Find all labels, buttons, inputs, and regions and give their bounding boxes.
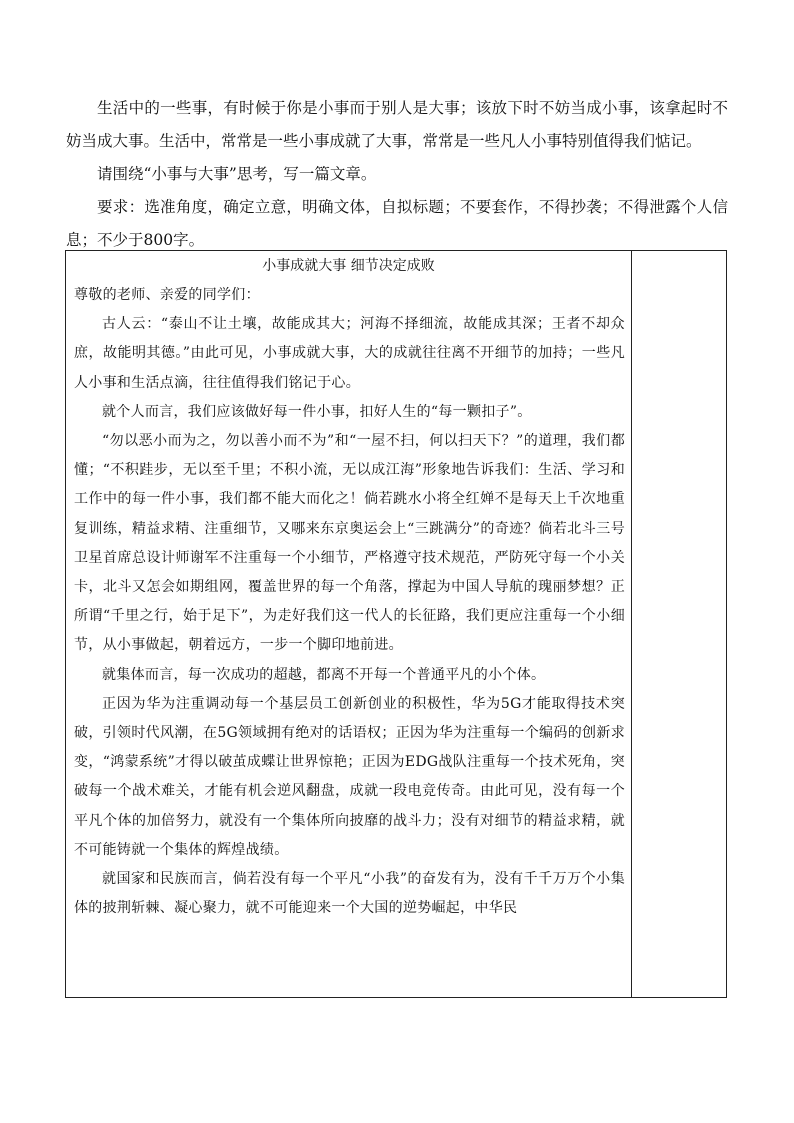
- essay-paragraph: 就国家和民族而言，倘若没有每一个平凡“小我”的奋发有为，没有千千万万个小集体的披荆斩棘、凝心聚力，就不可能迎来一个大国的逆势崛起，中华民: [74, 871, 625, 917]
- prompt-paragraph-1: 生活中的一些事，有时候于你是小事而于别人是大事；该放下时不妨当成小事，该拿起时不妨当成大事。生活中，常常是一些小事成就了大事，常常是一些凡人小事特别值得我们惦记。: [66, 99, 728, 150]
- essay-paragraph: 古人云：“泰山不让土壤，故能成其大；河海不择细流，故能成其深；王者不却众庶，故能明其德。”由此可见，小事成就大事，大的成就往往离不开细节的加持；一些凡人小事和生活点滴，往往值得我们铭记于心。: [74, 316, 625, 391]
- essay-table: [65, 250, 727, 998]
- essay-paragraph: 正因为华为注重调动每一个基层员工创新创业的积极性，华为5G才能取得技术突破，引领时代风潮，在5G领域拥有绝对的话语权；正因为华为注重每一个编码的创新求变，“鸿蒙系统”才得以破茧成蝶让世界惊艳；正因为EDG战队注重每一个技术死角，突破每一个战术难关，才能有机会逆风翻盘，成就一段电竞传奇。由此可见，没有每一个平凡个体的加倍努力，就没有一个集体所向披靡的战斗力；没有对细节的精益求精，就不可能铸就一个集体的辉煌战绩。: [74, 695, 625, 858]
- essay-prompt: [66, 92, 728, 257]
- essay-title: 小事成就大事 细节决定成败: [262, 258, 435, 274]
- essay-salutation: 尊敬的老师、亲爱的同学们：: [74, 287, 260, 303]
- comment-column: [632, 251, 726, 997]
- essay-body: [74, 281, 625, 923]
- prompt-paragraph-2: 请围绕“小事与大事”思考，写一篇文章。: [97, 165, 377, 183]
- essay-paragraph: 就集体而言，每一次成功的超越，都离不开每一个普通平凡的小个体。: [102, 666, 546, 683]
- essay-paragraph: “勿以恶小而为之，勿以善小而不为”和“一屋不扫，何以扫天下？”的道理，我们都懂；“不积跬步，无以至千里；不积小流，无以成江海”形象地告诉我们：生活、学习和工作中的每一件小事，我们都不能大而化之！倘若跳水小将全红婵不是每天上千次地重复训练，精益求精、注重细节，又哪来东京奥运会上“三跳满分”的奇迹？倘若北斗三号卫星首席总设计师谢军不注重每一个小细节，严格遵守技术规范，严防死守每一个小关卡，北斗又怎会如期组网，覆盖世界的每一个角落，撑起为中国人导航的瑰丽梦想？正所谓“千里之行，始于足下”，为走好我们这一代人的长征路，我们更应注重每一个小细节，从小事做起，朝着远方，一步一个脚印地前进。: [74, 433, 625, 654]
- essay-cell: [66, 251, 632, 997]
- essay-paragraph: 就个人而言，我们应该做好每一件小事，扣好人生的“每一颗扣子”。: [102, 403, 532, 420]
- prompt-paragraph-3: 要求：选准角度，确定立意，明确文体，自拟标题；不要套作，不得抄袭；不得泄露个人信息；不少于800字。: [66, 198, 728, 249]
